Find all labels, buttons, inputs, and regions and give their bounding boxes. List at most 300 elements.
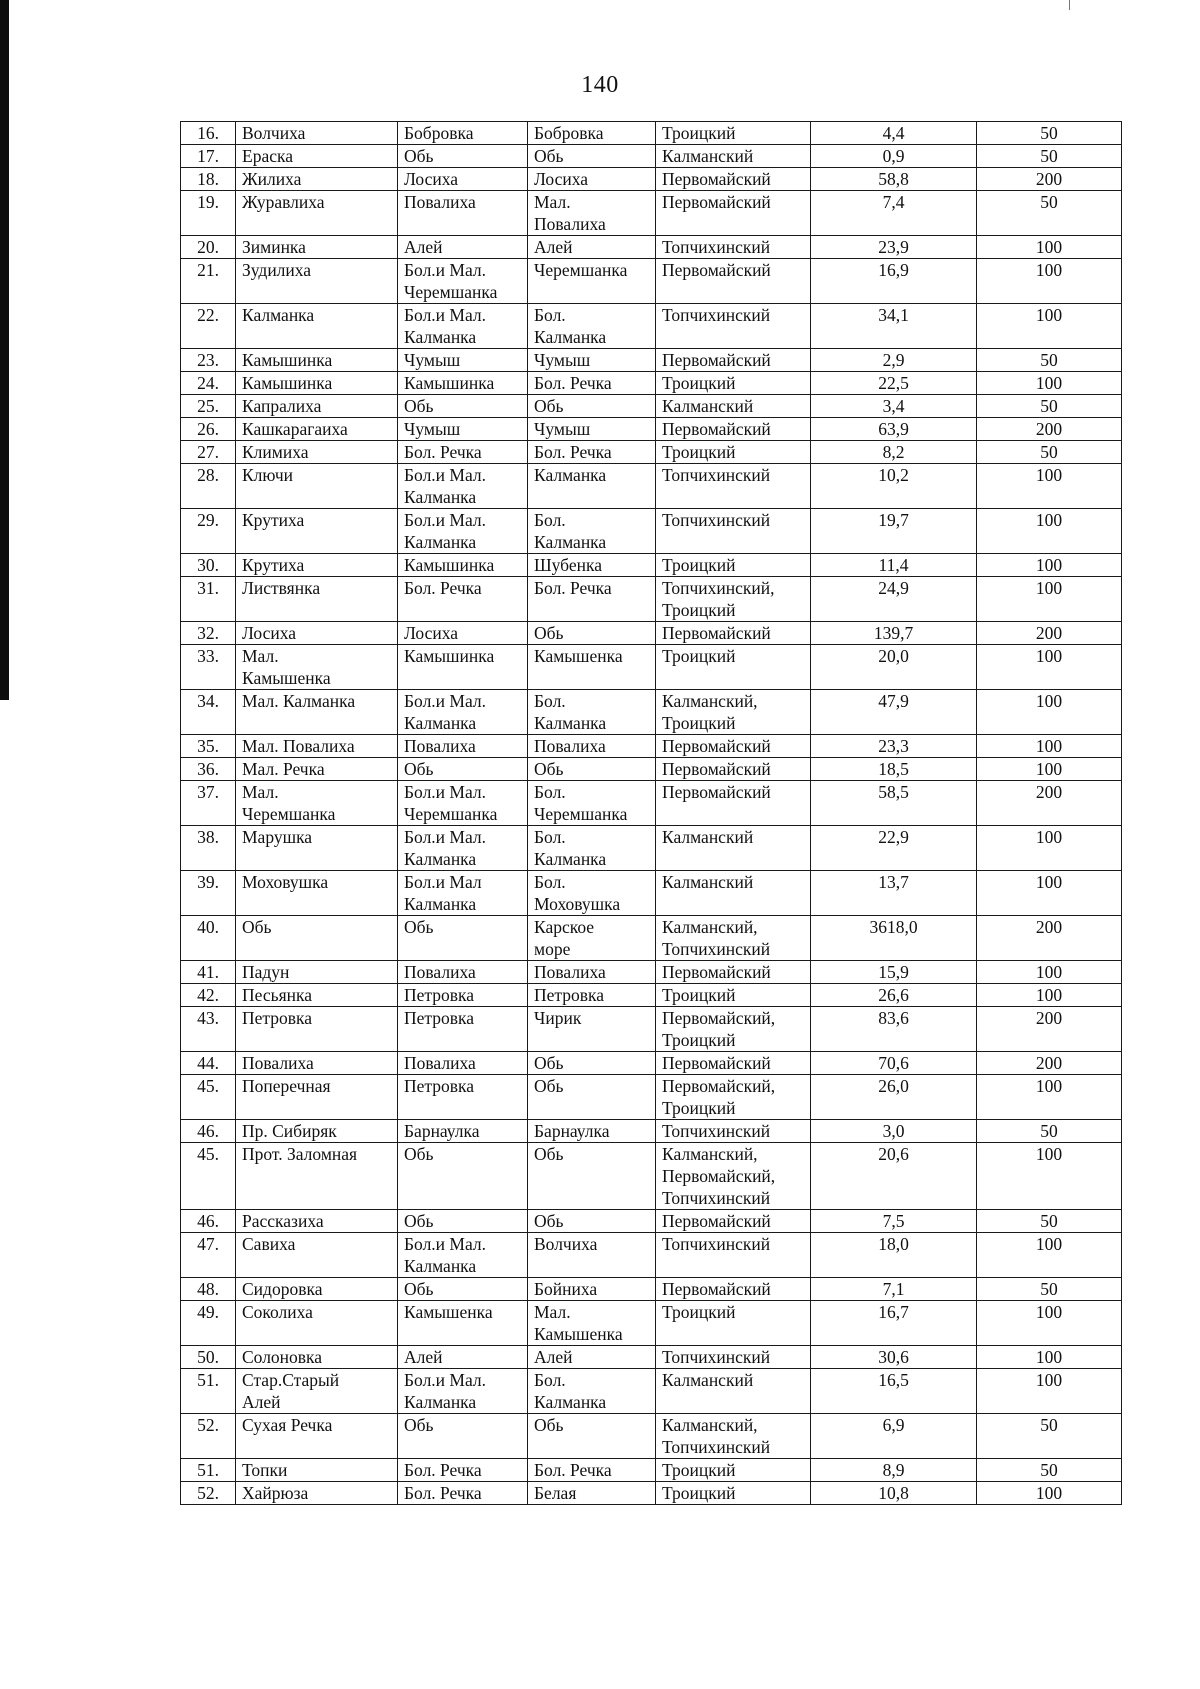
protection-zone-width-cell: 50: [977, 1414, 1122, 1459]
row-number-cell: 35.: [181, 735, 236, 758]
row-number-cell: 31.: [181, 577, 236, 622]
district-cell: Калманский: [656, 395, 811, 418]
scan-tick-mark: [1069, 0, 1070, 10]
river-length-cell: 16,9: [811, 259, 977, 304]
row-number-cell: 30.: [181, 554, 236, 577]
protection-zone-width-cell: 200: [977, 418, 1122, 441]
protection-zone-width-cell: 200: [977, 168, 1122, 191]
river-name-cell: Ераска: [236, 145, 398, 168]
row-number-cell: 45.: [181, 1143, 236, 1210]
mouth-river-cell: Обь: [528, 1210, 656, 1233]
protection-zone-width-cell: 50: [977, 1278, 1122, 1301]
river-length-cell: 19,7: [811, 509, 977, 554]
river-length-cell: 13,7: [811, 871, 977, 916]
river-length-cell: 2,9: [811, 349, 977, 372]
mouth-river-cell: Обь: [528, 1052, 656, 1075]
river-name-cell: Ключи: [236, 464, 398, 509]
tributary-of-cell: Петровка: [398, 1075, 528, 1120]
river-name-cell: Кашкарагаиха: [236, 418, 398, 441]
mouth-river-cell: Мал. Повалиха: [528, 191, 656, 236]
tributary-of-cell: Обь: [398, 1143, 528, 1210]
river-name-cell: Крутиха: [236, 554, 398, 577]
table-row: [181, 441, 1122, 464]
row-number-cell: 39.: [181, 871, 236, 916]
river-length-cell: 11,4: [811, 554, 977, 577]
river-name-cell: Волчиха: [236, 122, 398, 145]
river-length-cell: 58,5: [811, 781, 977, 826]
table-row: [181, 916, 1122, 961]
river-name-cell: Сидоровка: [236, 1278, 398, 1301]
river-length-cell: 7,1: [811, 1278, 977, 1301]
tributary-of-cell: Камышинка: [398, 554, 528, 577]
row-number-cell: 38.: [181, 826, 236, 871]
row-number-cell: 42.: [181, 984, 236, 1007]
protection-zone-width-cell: 50: [977, 395, 1122, 418]
tributary-of-cell: Бобровка: [398, 122, 528, 145]
river-name-cell: Моховушка: [236, 871, 398, 916]
protection-zone-width-cell: 100: [977, 961, 1122, 984]
row-number-cell: 46.: [181, 1120, 236, 1143]
mouth-river-cell: Бол. Речка: [528, 441, 656, 464]
mouth-river-cell: Шубенка: [528, 554, 656, 577]
table-row: [181, 1210, 1122, 1233]
table-row: [181, 395, 1122, 418]
river-name-cell: Климиха: [236, 441, 398, 464]
river-name-cell: Падун: [236, 961, 398, 984]
river-name-cell: Сухая Речка: [236, 1414, 398, 1459]
row-number-cell: 18.: [181, 168, 236, 191]
river-length-cell: 26,0: [811, 1075, 977, 1120]
row-number-cell: 37.: [181, 781, 236, 826]
mouth-river-cell: Бол. Речка: [528, 1459, 656, 1482]
row-number-cell: 52.: [181, 1482, 236, 1505]
mouth-river-cell: Чумыш: [528, 418, 656, 441]
table-row: [181, 259, 1122, 304]
row-number-cell: 25.: [181, 395, 236, 418]
mouth-river-cell: Бол. Моховушка: [528, 871, 656, 916]
protection-zone-width-cell: 100: [977, 1233, 1122, 1278]
river-name-cell: Прот. Заломная: [236, 1143, 398, 1210]
mouth-river-cell: Чумыш: [528, 349, 656, 372]
protection-zone-width-cell: 100: [977, 372, 1122, 395]
row-number-cell: 52.: [181, 1414, 236, 1459]
river-name-cell: Лосиха: [236, 622, 398, 645]
protection-zone-width-cell: 100: [977, 554, 1122, 577]
table-row: [181, 1120, 1122, 1143]
protection-zone-width-cell: 100: [977, 464, 1122, 509]
tributary-of-cell: Бол.и Мал. Черемшанка: [398, 781, 528, 826]
river-name-cell: Камышинка: [236, 372, 398, 395]
protection-zone-width-cell: 100: [977, 1075, 1122, 1120]
mouth-river-cell: Черемшанка: [528, 259, 656, 304]
tributary-of-cell: Обь: [398, 145, 528, 168]
river-name-cell: Калманка: [236, 304, 398, 349]
rivers-table-container: [180, 121, 1121, 1505]
district-cell: Первомайский: [656, 961, 811, 984]
tributary-of-cell: Бол.и Мал. Калманка: [398, 509, 528, 554]
mouth-river-cell: Белая: [528, 1482, 656, 1505]
mouth-river-cell: Повалиха: [528, 961, 656, 984]
protection-zone-width-cell: 200: [977, 781, 1122, 826]
tributary-of-cell: Чумыш: [398, 349, 528, 372]
row-number-cell: 23.: [181, 349, 236, 372]
river-name-cell: Пр. Сибиряк: [236, 1120, 398, 1143]
river-name-cell: Листвянка: [236, 577, 398, 622]
tributary-of-cell: Повалиха: [398, 961, 528, 984]
mouth-river-cell: Бол. Калманка: [528, 690, 656, 735]
table-row: [181, 1052, 1122, 1075]
protection-zone-width-cell: 50: [977, 1210, 1122, 1233]
river-length-cell: 22,5: [811, 372, 977, 395]
row-number-cell: 27.: [181, 441, 236, 464]
protection-zone-width-cell: 50: [977, 145, 1122, 168]
river-length-cell: 26,6: [811, 984, 977, 1007]
mouth-river-cell: Бол. Калманка: [528, 1369, 656, 1414]
river-name-cell: Топки: [236, 1459, 398, 1482]
page-number: 140: [581, 72, 619, 98]
river-name-cell: Зиминка: [236, 236, 398, 259]
row-number-cell: 46.: [181, 1210, 236, 1233]
protection-zone-width-cell: 100: [977, 735, 1122, 758]
district-cell: Калманский: [656, 145, 811, 168]
district-cell: Калманский: [656, 826, 811, 871]
protection-zone-width-cell: 200: [977, 1007, 1122, 1052]
river-name-cell: Журавлиха: [236, 191, 398, 236]
district-cell: Троицкий: [656, 1301, 811, 1346]
table-row: [181, 1482, 1122, 1505]
river-length-cell: 22,9: [811, 826, 977, 871]
river-name-cell: Солоновка: [236, 1346, 398, 1369]
river-name-cell: Обь: [236, 916, 398, 961]
row-number-cell: 26.: [181, 418, 236, 441]
river-length-cell: 8,9: [811, 1459, 977, 1482]
tributary-of-cell: Алей: [398, 1346, 528, 1369]
district-cell: Первомайский: [656, 418, 811, 441]
mouth-river-cell: Обь: [528, 395, 656, 418]
row-number-cell: 47.: [181, 1233, 236, 1278]
row-number-cell: 24.: [181, 372, 236, 395]
tributary-of-cell: Обь: [398, 1210, 528, 1233]
table-row: [181, 1075, 1122, 1120]
river-length-cell: 23,3: [811, 735, 977, 758]
tributary-of-cell: Лосиха: [398, 622, 528, 645]
mouth-river-cell: Бобровка: [528, 122, 656, 145]
mouth-river-cell: Обь: [528, 1143, 656, 1210]
protection-zone-width-cell: 100: [977, 1143, 1122, 1210]
district-cell: Троицкий: [656, 122, 811, 145]
river-length-cell: 10,2: [811, 464, 977, 509]
mouth-river-cell: Волчиха: [528, 1233, 656, 1278]
district-cell: Троицкий: [656, 1482, 811, 1505]
protection-zone-width-cell: 100: [977, 871, 1122, 916]
table-row: [181, 826, 1122, 871]
row-number-cell: 51.: [181, 1369, 236, 1414]
protection-zone-width-cell: 50: [977, 441, 1122, 464]
table-row: [181, 1278, 1122, 1301]
river-length-cell: 6,9: [811, 1414, 977, 1459]
district-cell: Троицкий: [656, 984, 811, 1007]
row-number-cell: 41.: [181, 961, 236, 984]
mouth-river-cell: Петровка: [528, 984, 656, 1007]
tributary-of-cell: Повалиха: [398, 191, 528, 236]
district-cell: Калманский, Троицкий: [656, 690, 811, 735]
table-row: [181, 122, 1122, 145]
district-cell: Первомайский: [656, 191, 811, 236]
table-row: [181, 961, 1122, 984]
row-number-cell: 21.: [181, 259, 236, 304]
table-row: [181, 236, 1122, 259]
river-length-cell: 30,6: [811, 1346, 977, 1369]
river-length-cell: 18,5: [811, 758, 977, 781]
river-length-cell: 58,8: [811, 168, 977, 191]
district-cell: Первомайский: [656, 622, 811, 645]
protection-zone-width-cell: 100: [977, 1482, 1122, 1505]
river-length-cell: 16,7: [811, 1301, 977, 1346]
river-length-cell: 3,0: [811, 1120, 977, 1143]
table-row: [181, 554, 1122, 577]
district-cell: Первомайский: [656, 259, 811, 304]
table-row: [181, 645, 1122, 690]
river-name-cell: Капралиха: [236, 395, 398, 418]
mouth-river-cell: Алей: [528, 236, 656, 259]
mouth-river-cell: Бойниха: [528, 1278, 656, 1301]
protection-zone-width-cell: 100: [977, 758, 1122, 781]
mouth-river-cell: Бол. Речка: [528, 577, 656, 622]
protection-zone-width-cell: 100: [977, 1369, 1122, 1414]
table-row: [181, 1459, 1122, 1482]
river-length-cell: 23,9: [811, 236, 977, 259]
tributary-of-cell: Бол. Речка: [398, 577, 528, 622]
river-name-cell: Мал. Камышенка: [236, 645, 398, 690]
protection-zone-width-cell: 200: [977, 1052, 1122, 1075]
mouth-river-cell: Чирик: [528, 1007, 656, 1052]
row-number-cell: 44.: [181, 1052, 236, 1075]
mouth-river-cell: Камышенка: [528, 645, 656, 690]
district-cell: Троицкий: [656, 441, 811, 464]
mouth-river-cell: Обь: [528, 622, 656, 645]
tributary-of-cell: Бол. Речка: [398, 1482, 528, 1505]
district-cell: Калманский, Топчихинский: [656, 916, 811, 961]
district-cell: Троицкий: [656, 645, 811, 690]
district-cell: Топчихинский: [656, 1120, 811, 1143]
table-row: [181, 168, 1122, 191]
tributary-of-cell: Бол.и Мал. Калманка: [398, 1233, 528, 1278]
mouth-river-cell: Карское море: [528, 916, 656, 961]
table-row: [181, 622, 1122, 645]
river-name-cell: Камышинка: [236, 349, 398, 372]
table-row: [181, 735, 1122, 758]
table-row: [181, 464, 1122, 509]
protection-zone-width-cell: 100: [977, 509, 1122, 554]
row-number-cell: 16.: [181, 122, 236, 145]
district-cell: Троицкий: [656, 1459, 811, 1482]
table-row: [181, 871, 1122, 916]
river-name-cell: Мал. Речка: [236, 758, 398, 781]
table-row: [181, 1143, 1122, 1210]
district-cell: Топчихинский: [656, 304, 811, 349]
river-name-cell: Савиха: [236, 1233, 398, 1278]
river-name-cell: Поперечная: [236, 1075, 398, 1120]
protection-zone-width-cell: 200: [977, 916, 1122, 961]
district-cell: Первомайский, Троицкий: [656, 1007, 811, 1052]
tributary-of-cell: Повалиха: [398, 735, 528, 758]
row-number-cell: 48.: [181, 1278, 236, 1301]
district-cell: Топчихинский, Троицкий: [656, 577, 811, 622]
river-name-cell: Повалиха: [236, 1052, 398, 1075]
protection-zone-width-cell: 100: [977, 645, 1122, 690]
district-cell: Первомайский: [656, 168, 811, 191]
mouth-river-cell: Калманка: [528, 464, 656, 509]
mouth-river-cell: Повалиха: [528, 735, 656, 758]
river-length-cell: 10,8: [811, 1482, 977, 1505]
district-cell: Топчихинский: [656, 236, 811, 259]
table-row: [181, 577, 1122, 622]
tributary-of-cell: Бол.и Мал. Калманка: [398, 690, 528, 735]
protection-zone-width-cell: 50: [977, 1459, 1122, 1482]
tributary-of-cell: Чумыш: [398, 418, 528, 441]
tributary-of-cell: Бол.и Мал Калманка: [398, 871, 528, 916]
rivers-table: [180, 121, 1122, 1505]
tributary-of-cell: Барнаулка: [398, 1120, 528, 1143]
district-cell: Калманский, Первомайский, Топчихинский: [656, 1143, 811, 1210]
mouth-river-cell: Бол. Черемшанка: [528, 781, 656, 826]
row-number-cell: 36.: [181, 758, 236, 781]
table-row: [181, 690, 1122, 735]
mouth-river-cell: Бол. Речка: [528, 372, 656, 395]
mouth-river-cell: Обь: [528, 145, 656, 168]
river-length-cell: 34,1: [811, 304, 977, 349]
scan-edge-mark: [0, 0, 9, 700]
protection-zone-width-cell: 100: [977, 984, 1122, 1007]
river-name-cell: Мал. Черемшанка: [236, 781, 398, 826]
row-number-cell: 33.: [181, 645, 236, 690]
row-number-cell: 19.: [181, 191, 236, 236]
river-length-cell: 0,9: [811, 145, 977, 168]
river-name-cell: Петровка: [236, 1007, 398, 1052]
river-name-cell: Стар.Старый Алей: [236, 1369, 398, 1414]
mouth-river-cell: Бол. Калманка: [528, 826, 656, 871]
mouth-river-cell: Обь: [528, 758, 656, 781]
district-cell: Калманский: [656, 871, 811, 916]
river-length-cell: 70,6: [811, 1052, 977, 1075]
row-number-cell: 43.: [181, 1007, 236, 1052]
tributary-of-cell: Бол.и Мал. Калманка: [398, 826, 528, 871]
row-number-cell: 50.: [181, 1346, 236, 1369]
tributary-of-cell: Повалиха: [398, 1052, 528, 1075]
row-number-cell: 34.: [181, 690, 236, 735]
protection-zone-width-cell: 100: [977, 1346, 1122, 1369]
table-row: [181, 781, 1122, 826]
table-row: [181, 1233, 1122, 1278]
river-name-cell: Крутиха: [236, 509, 398, 554]
river-name-cell: Мал. Калманка: [236, 690, 398, 735]
district-cell: Троицкий: [656, 372, 811, 395]
district-cell: Топчихинский: [656, 509, 811, 554]
river-name-cell: Соколиха: [236, 1301, 398, 1346]
tributary-of-cell: Обь: [398, 1278, 528, 1301]
row-number-cell: 32.: [181, 622, 236, 645]
tributary-of-cell: Камышинка: [398, 645, 528, 690]
river-length-cell: 4,4: [811, 122, 977, 145]
rivers-table-body: [181, 122, 1122, 1505]
river-length-cell: 3,4: [811, 395, 977, 418]
district-cell: Топчихинский: [656, 464, 811, 509]
district-cell: Топчихинский: [656, 1233, 811, 1278]
tributary-of-cell: Бол.и Мал. Калманка: [398, 304, 528, 349]
protection-zone-width-cell: 50: [977, 1120, 1122, 1143]
river-name-cell: Рассказиха: [236, 1210, 398, 1233]
district-cell: Первомайский: [656, 735, 811, 758]
river-length-cell: 47,9: [811, 690, 977, 735]
tributary-of-cell: Бол.и Мал. Черемшанка: [398, 259, 528, 304]
mouth-river-cell: Бол. Калманка: [528, 304, 656, 349]
protection-zone-width-cell: 200: [977, 622, 1122, 645]
mouth-river-cell: Обь: [528, 1075, 656, 1120]
river-name-cell: Марушка: [236, 826, 398, 871]
tributary-of-cell: Лосиха: [398, 168, 528, 191]
protection-zone-width-cell: 100: [977, 236, 1122, 259]
district-cell: Первомайский: [656, 758, 811, 781]
tributary-of-cell: Бол. Речка: [398, 1459, 528, 1482]
river-length-cell: 139,7: [811, 622, 977, 645]
protection-zone-width-cell: 100: [977, 690, 1122, 735]
table-row: [181, 509, 1122, 554]
table-row: [181, 191, 1122, 236]
district-cell: Первомайский: [656, 1052, 811, 1075]
river-name-cell: Хайрюза: [236, 1482, 398, 1505]
mouth-river-cell: Лосиха: [528, 168, 656, 191]
table-row: [181, 304, 1122, 349]
river-length-cell: 24,9: [811, 577, 977, 622]
tributary-of-cell: Бол.и Мал. Калманка: [398, 464, 528, 509]
tributary-of-cell: Обь: [398, 395, 528, 418]
row-number-cell: 51.: [181, 1459, 236, 1482]
district-cell: Троицкий: [656, 554, 811, 577]
table-row: [181, 1369, 1122, 1414]
table-row: [181, 349, 1122, 372]
protection-zone-width-cell: 100: [977, 826, 1122, 871]
row-number-cell: 22.: [181, 304, 236, 349]
tributary-of-cell: Камышинка: [398, 372, 528, 395]
mouth-river-cell: Бол. Калманка: [528, 509, 656, 554]
protection-zone-width-cell: 50: [977, 191, 1122, 236]
river-length-cell: 7,4: [811, 191, 977, 236]
tributary-of-cell: Камышенка: [398, 1301, 528, 1346]
mouth-river-cell: Алей: [528, 1346, 656, 1369]
row-number-cell: 49.: [181, 1301, 236, 1346]
river-length-cell: 8,2: [811, 441, 977, 464]
table-row: [181, 1007, 1122, 1052]
tributary-of-cell: Обь: [398, 758, 528, 781]
table-row: [181, 758, 1122, 781]
district-cell: Первомайский, Троицкий: [656, 1075, 811, 1120]
row-number-cell: 28.: [181, 464, 236, 509]
river-name-cell: Жилиха: [236, 168, 398, 191]
table-row: [181, 372, 1122, 395]
protection-zone-width-cell: 100: [977, 1301, 1122, 1346]
protection-zone-width-cell: 100: [977, 304, 1122, 349]
mouth-river-cell: Обь: [528, 1414, 656, 1459]
table-row: [181, 1301, 1122, 1346]
river-length-cell: 20,0: [811, 645, 977, 690]
tributary-of-cell: Обь: [398, 1414, 528, 1459]
district-cell: Топчихинский: [656, 1346, 811, 1369]
protection-zone-width-cell: 50: [977, 122, 1122, 145]
tributary-of-cell: Бол.и Мал. Калманка: [398, 1369, 528, 1414]
table-row: [181, 1346, 1122, 1369]
table-row: [181, 145, 1122, 168]
river-length-cell: 83,6: [811, 1007, 977, 1052]
